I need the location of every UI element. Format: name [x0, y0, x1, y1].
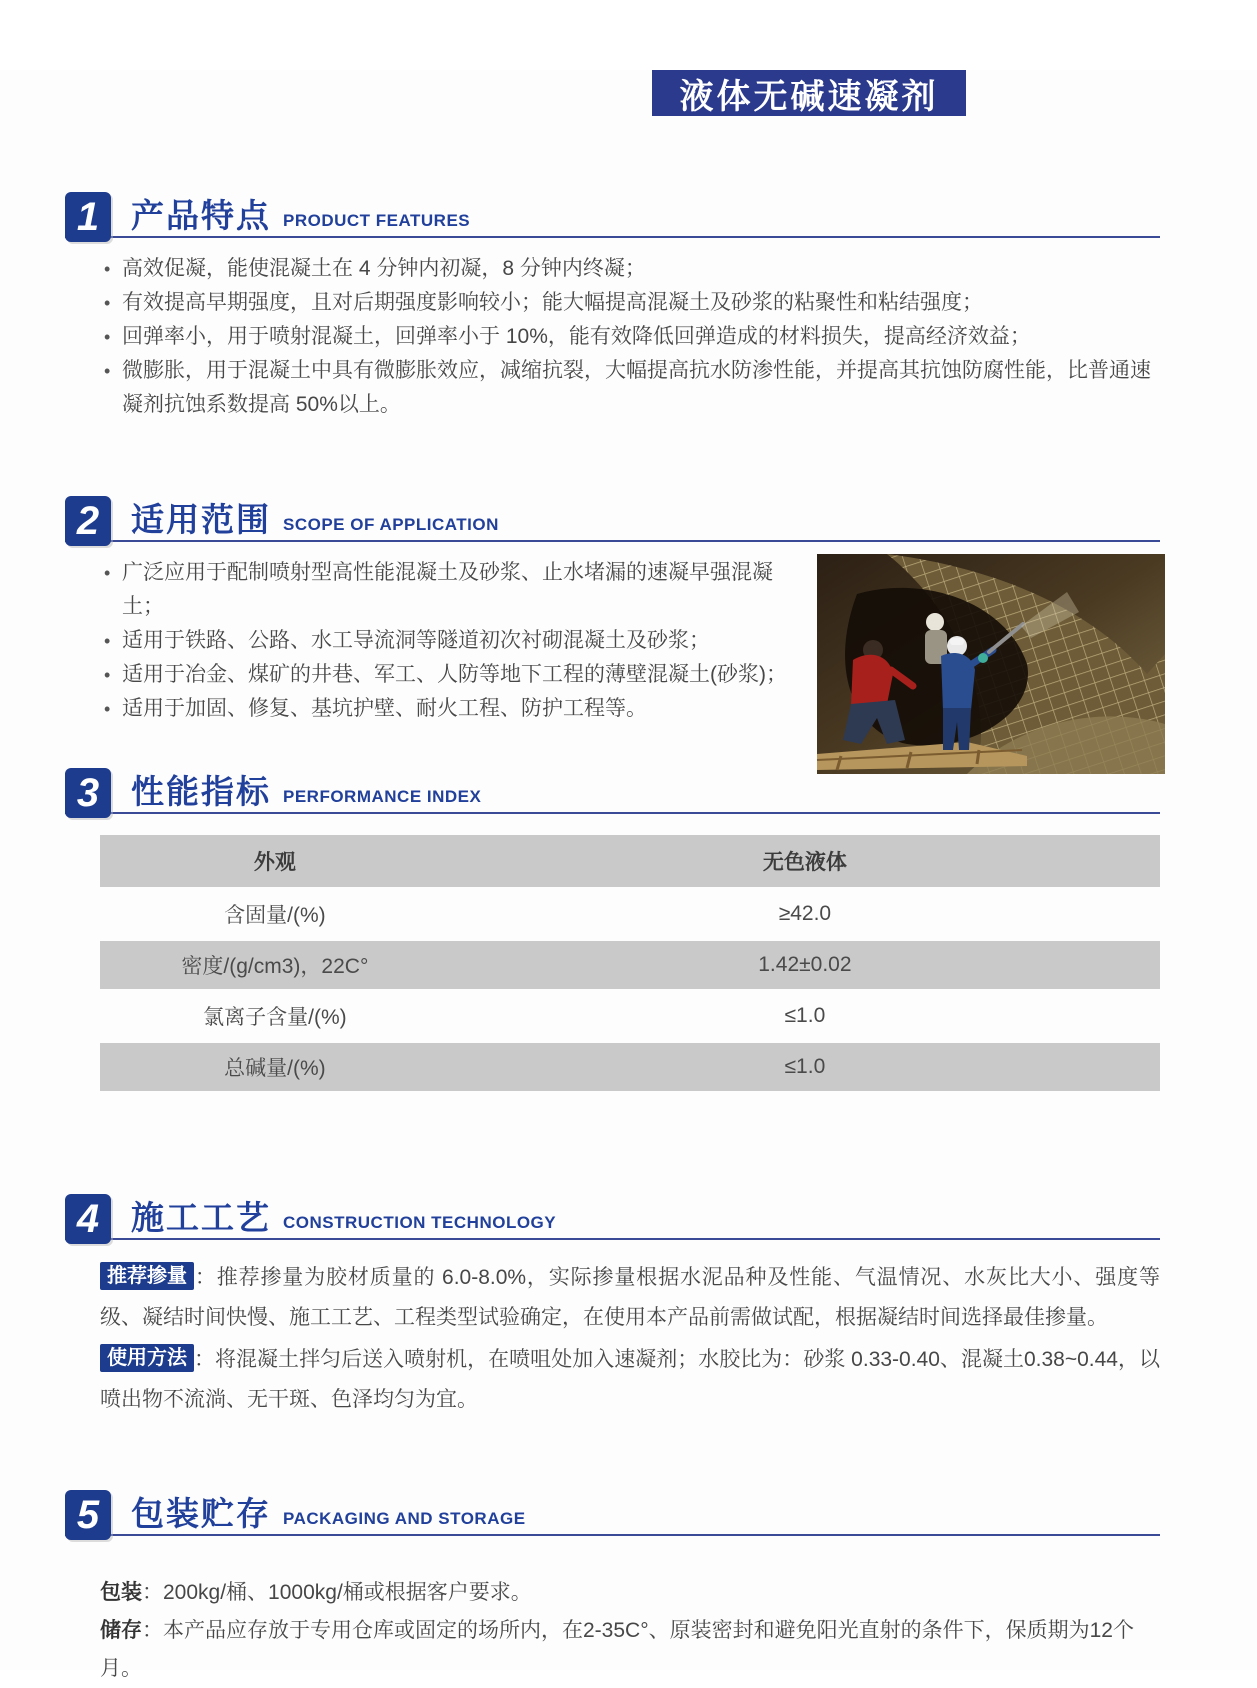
packaging-storage-text: [100, 1574, 1160, 1688]
list-item: • 回弹率小，用于喷射混凝土，回弹率小于 10%，能有效降低回弹造成的材料损失，提高经济效益；: [100, 320, 1160, 354]
storage-line: [100, 1612, 1160, 1688]
product-datasheet: [0, 70, 1257, 1680]
section-5-subtitle-en: PACKAGING AND STORAGE: [283, 1509, 526, 1528]
section-4-subtitle-en: CONSTRUCTION TECHNOLOGY: [283, 1213, 557, 1232]
section-4-number-badge: 4: [65, 1194, 111, 1244]
construction-technology-text: [100, 1258, 1160, 1420]
paragraph-text: ：将混凝土拌匀后送入喷射机，在喷咀处加入速凝剂；水胶比为：砂浆 0.33-0.40、混凝土0.38~0.44，以喷出物不流淌、无干斑、色泽均匀为宜。: [100, 1348, 1160, 1411]
section-2-title: 适用范围: [131, 500, 271, 538]
list-item: • 微膨胀，用于混凝土中具有微膨胀效应，减缩抗裂，大幅提高抗水防渗性能，并提高其抗蚀防腐性能，比普通速凝剂抗蚀系数提高 50%以上。: [100, 354, 1160, 422]
table-row: [100, 890, 1160, 938]
table-row: [100, 941, 1160, 989]
list-item: • 有效提高早期强度，且对后期强度影响较小；能大幅提高混凝土及砂浆的粘聚性和粘结强度；: [100, 286, 1160, 320]
page-title: 液体无碱速凝剂: [652, 70, 966, 116]
section-3-number-badge: 3: [65, 768, 111, 818]
scope-list: [100, 556, 797, 726]
list-item: • 高效促凝，能使混凝土在 4 分钟内初凝，8 分钟内终凝；: [100, 252, 1160, 286]
packaging-label: 包装: [100, 1581, 142, 1604]
table-cell: 外观: [100, 835, 450, 887]
section-2-number-badge: 2: [65, 496, 111, 546]
scope-of-application-content: [0, 556, 1165, 774]
section-3-title: 性能指标: [131, 772, 271, 810]
table-row: [100, 835, 1160, 887]
section-4-header: [65, 1194, 1160, 1240]
list-item: • 适用于铁路、公路、水工导流洞等隧道初次衬砌混凝土及砂浆；: [100, 624, 797, 658]
table-row: [100, 992, 1160, 1040]
usage-method-badge: 使用方法: [100, 1344, 194, 1372]
section-5-number-badge: 5: [65, 1490, 111, 1540]
section-1-subtitle-en: PRODUCT FEATURES: [283, 211, 471, 230]
table-cell: 含固量/(%): [224, 904, 326, 927]
storage-label: 储存: [100, 1619, 142, 1642]
paragraph-recommended-dosage: [100, 1258, 1160, 1338]
recommended-dosage-badge: 推荐掺量: [100, 1262, 194, 1290]
performance-index-table: [100, 832, 1160, 1094]
paragraph-text: ：推荐掺量为胶材质量的 6.0-8.0%，实际掺量根据水泥品种及性能、气温情况、水灰比大小、强度等级、凝结时间快慢、施工工艺、工程类型试验确定，在使用本产品前需做试配，根据凝结时间选择最佳掺量。: [100, 1266, 1160, 1329]
section-2-header: [65, 496, 1160, 542]
section-3-header: [65, 768, 1160, 814]
list-item: • 广泛应用于配制喷射型高性能混凝土及砂浆、止水堵漏的速凝早强混凝土；: [100, 556, 797, 624]
section-5-title: 包装贮存: [131, 1494, 271, 1532]
section-4-title: 施工工艺: [131, 1198, 271, 1236]
table-cell: ≤1.0: [784, 1004, 826, 1027]
list-item: • 适用于加固、修复、基坑护壁、耐火工程、防护工程等。: [100, 692, 797, 726]
section-5-header: [65, 1490, 1160, 1536]
tunnel-shotcrete-photo: [817, 554, 1165, 774]
packaging-line: [100, 1574, 1160, 1612]
packaging-text: ：200kg/桶、1000kg/桶或根据客户要求。: [142, 1581, 532, 1604]
product-features-list: [100, 252, 1160, 422]
list-item: • 适用于冶金、煤矿的井巷、军工、人防等地下工程的薄壁混凝土(砂浆)；: [100, 658, 797, 692]
storage-text: ：本产品应存放于专用仓库或固定的场所内，在2-35C°、原装密封和避免阳光直射的条件下，保质期为12个月。: [100, 1619, 1134, 1680]
table-row: [100, 1043, 1160, 1091]
section-3-subtitle-en: PERFORMANCE INDEX: [283, 787, 482, 806]
section-1-number-badge: 1: [65, 192, 111, 242]
table-cell: ≥42.0: [778, 902, 832, 925]
table-cell: 1.42±0.02: [450, 941, 1160, 989]
table-cell: ≤1.0: [450, 1043, 1160, 1091]
table-cell: 密度/(g/cm3)，22C°: [100, 941, 450, 989]
section-1-header: [65, 192, 1160, 238]
table-cell: 无色液体: [450, 835, 1160, 887]
section-2-subtitle-en: SCOPE OF APPLICATION: [283, 515, 499, 534]
table-cell: 总碱量/(%): [100, 1043, 450, 1091]
table-cell: 氯离子含量/(%): [203, 1006, 347, 1029]
section-1-title: 产品特点: [131, 196, 271, 234]
paragraph-usage-method: [100, 1340, 1160, 1420]
